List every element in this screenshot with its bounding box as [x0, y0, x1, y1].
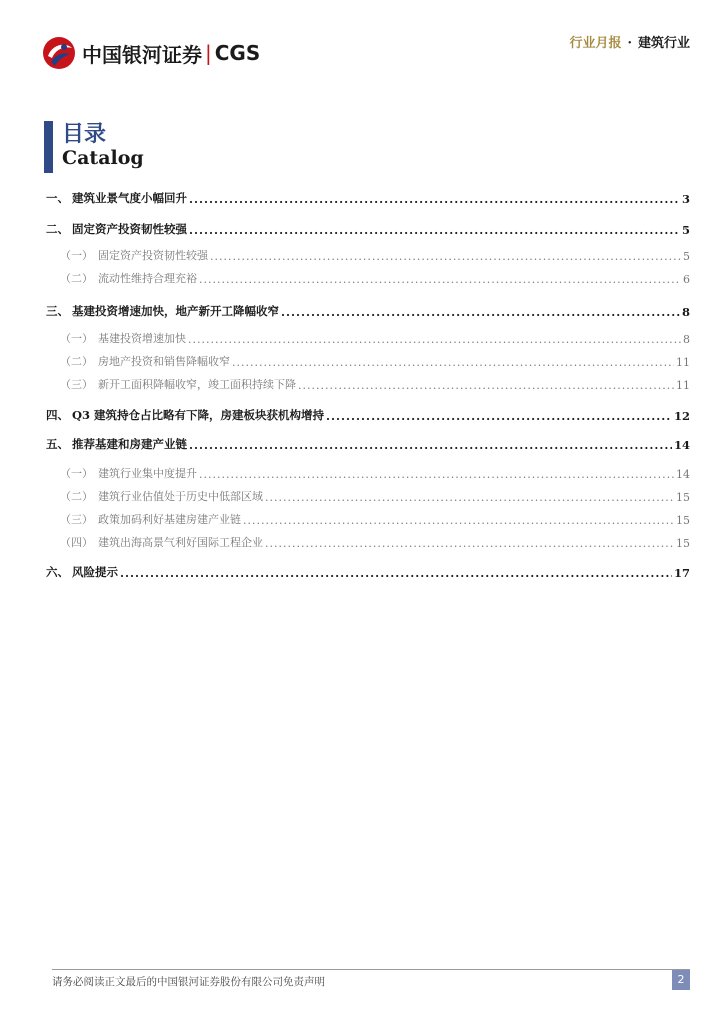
toc-leader-dots	[188, 333, 681, 346]
toc-entry-page: 15	[676, 514, 690, 527]
toc-entry[interactable]	[46, 268, 690, 286]
logo-separator: |	[205, 41, 212, 65]
toc-leader-dots	[189, 438, 672, 452]
toc-entry-number: 二、	[46, 222, 69, 236]
toc-leader-dots	[199, 273, 681, 286]
logo-chinese-text: 中国银河证券	[82, 42, 202, 67]
toc-entry-page: 6	[683, 273, 690, 286]
cgs-logo-icon	[42, 36, 76, 70]
toc-entry-label: 风险提示	[72, 565, 118, 579]
report-type: 行业月报	[569, 36, 622, 51]
toc-entry[interactable]	[46, 245, 690, 263]
toc-entry-label: 建筑业景气度小幅回升	[72, 191, 187, 205]
logo-english-text: CGS	[214, 41, 261, 65]
toc-entry-number: （一）	[60, 467, 93, 480]
toc-entry-page: 15	[676, 537, 690, 550]
toc-entry-label: 建筑出海高景气利好国际工程企业	[98, 536, 263, 549]
footer-divider	[52, 969, 690, 970]
toc-entry-page: 12	[673, 409, 690, 423]
toc-entry-number: 六、	[46, 565, 69, 579]
toc-entry[interactable]	[46, 405, 690, 423]
toc-entry[interactable]	[46, 463, 690, 481]
footer-disclaimer: 请务必阅读正文最后的中国银河证券股份有限公司免责声明	[52, 976, 325, 988]
toc-entry[interactable]	[46, 328, 690, 346]
toc-entry[interactable]	[46, 219, 690, 237]
toc-entry-number: （三）	[60, 378, 93, 391]
report-category	[569, 32, 690, 51]
toc-entry-label: 房地产投资和销售降幅收窄	[98, 355, 230, 368]
company-logo	[42, 36, 260, 70]
title-accent-bar	[44, 121, 53, 173]
toc-entry-number: （二）	[60, 355, 93, 368]
toc-entry-page: 11	[676, 356, 690, 369]
toc-entry[interactable]	[46, 562, 690, 580]
toc-leader-dots	[265, 537, 674, 550]
toc-leader-dots	[189, 223, 680, 237]
toc-entry-label: 固定资产投资韧性较强	[98, 249, 208, 262]
toc-entry-label: 建筑行业集中度提升	[98, 467, 197, 480]
toc-leader-dots	[232, 356, 674, 369]
toc-entry-number: 五、	[46, 437, 69, 451]
page-header	[0, 0, 724, 80]
toc-entry[interactable]	[46, 434, 690, 452]
toc-entry-label: 流动性维持合理充裕	[98, 272, 197, 285]
toc-leader-dots	[243, 514, 674, 527]
toc-entry-page: 8	[681, 305, 690, 319]
toc-entry-label: 推荐基建和房建产业链	[72, 437, 187, 451]
page-number-badge: 2	[672, 970, 690, 990]
toc-entry-page: 11	[676, 379, 690, 392]
toc-entry[interactable]	[46, 374, 690, 392]
toc-entry-label: 新开工面积降幅收窄，竣工面积持续下降	[98, 378, 296, 391]
toc-entry-number: 三、	[46, 304, 69, 318]
toc-entry[interactable]	[46, 351, 690, 369]
toc-entry-number: （四）	[60, 536, 93, 549]
toc-entry-label: 建筑行业估值处于历史中低部区域	[98, 490, 263, 503]
toc-entry-label: 基建投资增速加快，地产新开工降幅收窄	[72, 304, 279, 318]
toc-entry-number: 四、	[46, 408, 69, 422]
toc-leader-dots	[189, 192, 680, 206]
toc-entry[interactable]	[46, 532, 690, 550]
toc-leader-dots	[199, 468, 674, 481]
toc-entry-label: 政策加码利好基建房建产业链	[98, 513, 241, 526]
toc-leader-dots	[120, 566, 672, 580]
toc-leader-dots	[281, 305, 680, 319]
toc-leader-dots	[298, 379, 674, 392]
toc-entry[interactable]	[46, 301, 690, 319]
toc-entry-number: （二）	[60, 490, 93, 503]
toc-entry-page: 8	[683, 333, 690, 346]
header-dot: ·	[627, 36, 632, 51]
toc-entry-number: （一）	[60, 249, 93, 262]
toc-entry-label: 基建投资增速加快	[98, 332, 186, 345]
industry-name: 建筑行业	[637, 36, 690, 51]
toc-leader-dots	[210, 250, 681, 263]
toc-entry[interactable]	[46, 509, 690, 527]
page-title-english: Catalog	[62, 147, 144, 169]
toc-entry-number: 一、	[46, 191, 69, 205]
toc-entry-page: 14	[673, 438, 690, 452]
page-title-chinese: 目录	[62, 121, 107, 147]
toc-entry-page: 3	[681, 192, 690, 206]
toc-entry-page: 14	[676, 468, 690, 481]
toc-entry-page: 15	[676, 491, 690, 504]
toc-leader-dots	[265, 491, 674, 504]
toc-entry-label: 固定资产投资韧性较强	[72, 222, 187, 236]
toc-entry-number: （三）	[60, 513, 93, 526]
toc-entry-number: （二）	[60, 272, 93, 285]
toc-entry-page: 5	[683, 250, 690, 263]
toc-entry[interactable]	[46, 486, 690, 504]
toc-entry-page: 17	[673, 566, 690, 580]
toc-leader-dots	[326, 409, 672, 423]
toc-entry-page: 5	[681, 223, 690, 237]
toc-entry-number: （一）	[60, 332, 93, 345]
toc-entry-label: Q3 建筑持仓占比略有下降，房建板块获机构增持	[72, 408, 325, 422]
toc-entry[interactable]	[46, 188, 690, 206]
